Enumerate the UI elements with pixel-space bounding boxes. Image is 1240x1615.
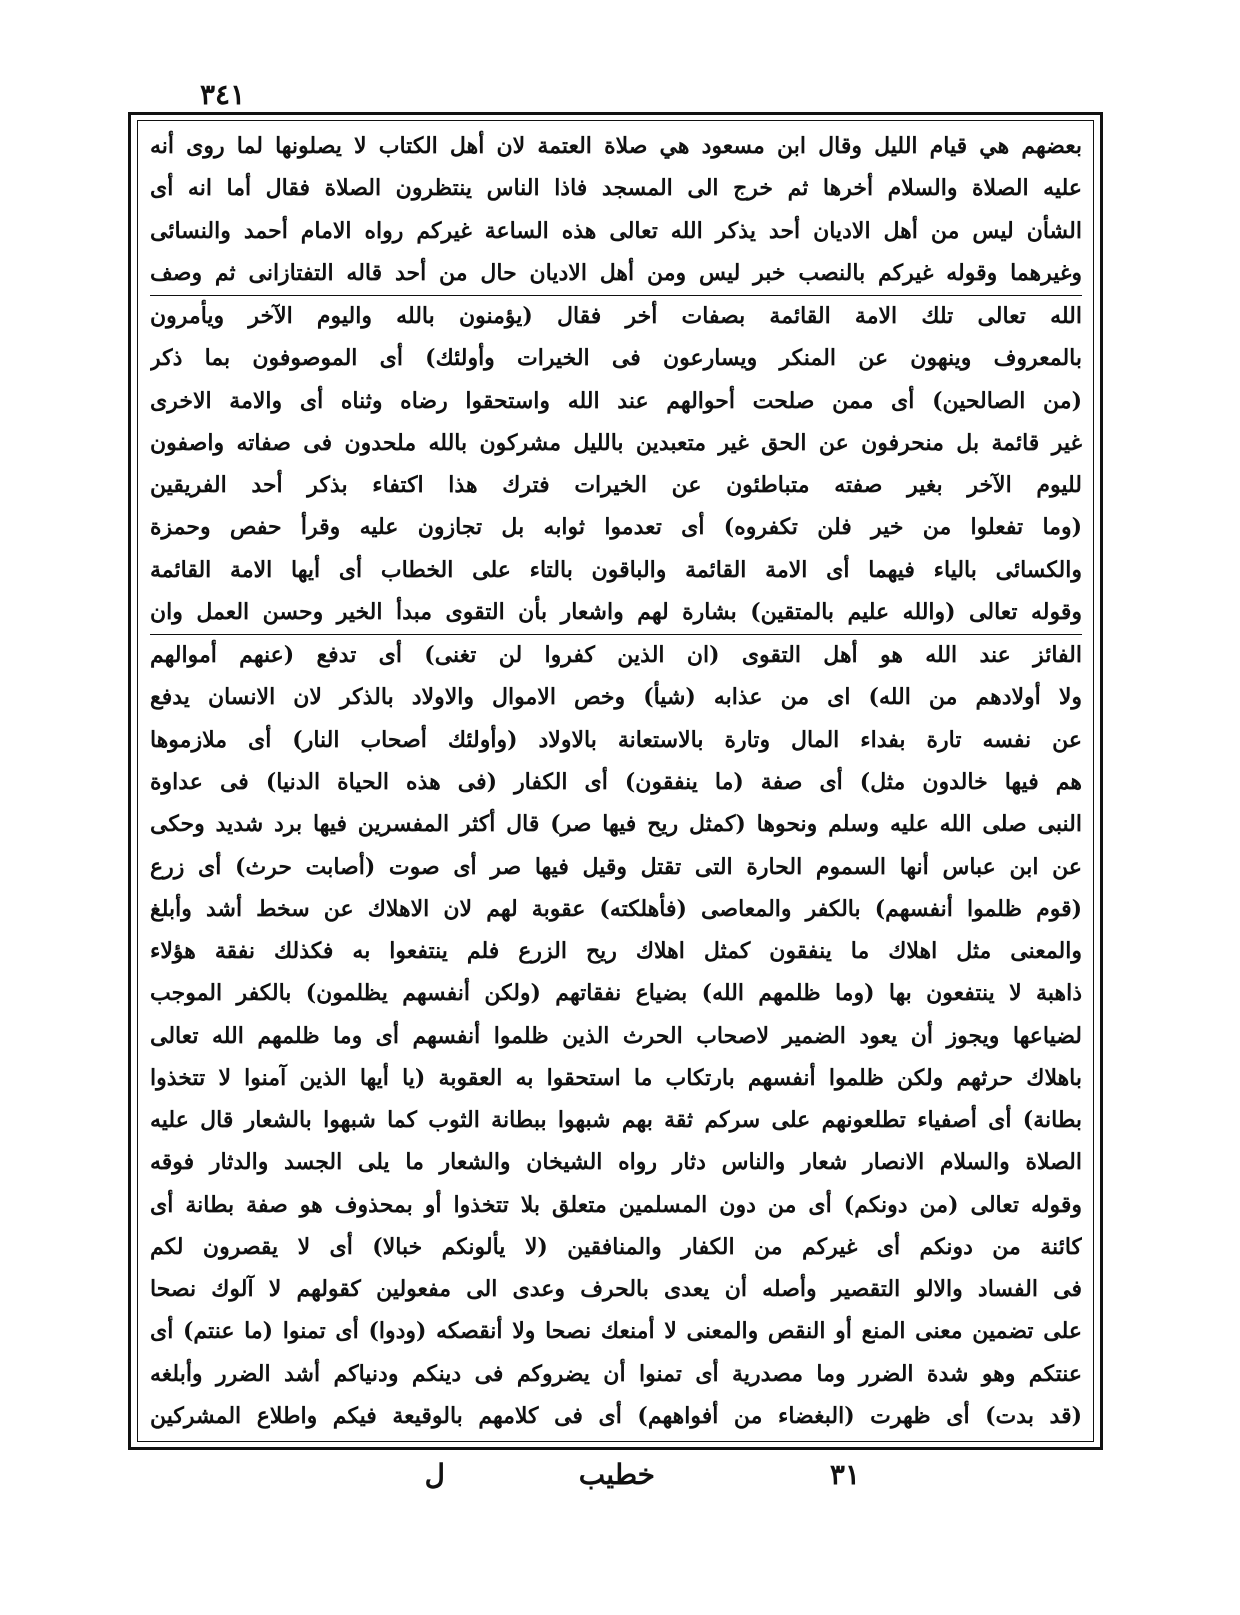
page-number: ٣٤١ (200, 78, 246, 111)
text-line: وقوله تعالى (والله عليم بالمتقين) بشارة لهم واشعار بأن التقوى مبدأ الخير وحسن العمل وان (150, 598, 1082, 625)
text-line: الصلاة والسلام الانصار شعار والناس دثار رواه الشيخان والشعار ما يلى الجسد والدثار فوقه (150, 1149, 1082, 1176)
signature-letter: ل (424, 1458, 445, 1491)
text-line: فى الفساد والالو التقصير وأصله أن يعدى بالحرف وعدى الى مفعولين كقولهم لا آلوك نصحا (150, 1276, 1082, 1303)
text-line: وغيرهما وقوله غيركم بالنصب خبر ليس ومن أهل الاديان حال من أحد قاله التفتازانى ثم وصف (150, 259, 1082, 286)
text-line: عنتكم وهو شدة الضرر وما مصدرية أى تمنوا أن يضروكم فى دينكم ودنياكم أشد الضرر وأبلغه (150, 1360, 1082, 1387)
text-line: ولا أولادهم من الله) اى من عذابه (شيأ) وخص الاموال والاولاد بالذكر لان الانسان يدفع (150, 684, 1082, 711)
signature-name: خطيب (578, 1458, 655, 1491)
text-line: (قد بدت) أى ظهرت (البغضاء من أفواههم) أى فى كلامهم بالوقيعة فيكم واطلاع المشركين (150, 1402, 1082, 1429)
text-line: (وما تفعلوا من خير فلن تكفروه) أى تعدموا ثوابه بل تجازون عليه وقرأ حفص وحمزة (150, 514, 1082, 541)
text-line: والكسائى بالياء فيهما أى الامة القائمة والباقون بالتاء على الخطاب أى أيها الامة القائمة (150, 556, 1082, 583)
text-line: لضياعها ويجوز أن يعود الضمير لاصحاب الحرث الذين ظلموا أنفسهم أى وما ظلمهم الله تعالى (150, 1022, 1082, 1049)
text-line: غير قائمة بل منحرفون عن الحق غير متعبدين بالليل مشركون بالله ملحدون فى صفاته واصفون (150, 429, 1082, 456)
text-line: بالمعروف وينهون عن المنكر ويسارعون فى الخيرات وأولئك) أى الموصوفون بما ذكر (150, 345, 1082, 372)
text-line: (قوم ظلموا أنفسهم) بالكفر والمعاصى (فأهلكته) عقوبة لهم لان الاهلاك عن سخط أشد وأبلغ (150, 895, 1082, 922)
text-line: عليه الصلاة والسلام أخرها ثم خرج الى المسجد فاذا الناس ينتظرون الصلاة فقال أما انه أى (150, 175, 1082, 202)
text-line: على تضمين معنى المنع أو النقص والمعنى لا أمنعك نصحا ولا أنقصكه (ودوا) أى تمنوا (ما عنتم) أى (150, 1318, 1082, 1345)
text-line: لليوم الآخر بغير صفته متباطئون عن الخيرات فترك هذا اكتفاء بذكر أحد الفريقين (150, 472, 1082, 499)
text-line: الفائز عند الله هو أهل التقوى (ان الذين كفروا لن تغنى) أى تدفع (عنهم أموالهم (150, 634, 1082, 675)
signature-number: ٣١ (829, 1458, 860, 1491)
text-line: النبى صلى الله عليه وسلم ونحوها (كمثل ريح فيها صر) قال أكثر المفسرين فيها برد شديد وحكى (150, 811, 1082, 838)
text-line: (من الصالحين) أى ممن صلحت أحوالهم عند الله واستحقوا رضاه وثناه أى والامة الاخرى (150, 387, 1082, 414)
text-line: هم فيها خالدون مثل) أى صفة (ما ينفقون) أى الكفار (فى هذه الحياة الدنيا) فى عداوة (150, 768, 1082, 795)
text-line: الله تعالى تلك الامة القائمة بصفات أخر فقال (يؤمنون بالله واليوم الآخر ويأمرون (150, 295, 1082, 336)
text-line: عن ابن عباس أنها السموم الحارة التى تقتل وقيل فيها صر أى صوت (أصابت حرث) أى زرع (150, 853, 1082, 880)
text-line: بطانة) أى أصفياء تطلعونهم على سركم ثقة بهم شبهوا ببطانة الثوب كما شبهوا بالشعار قال عليه (150, 1107, 1082, 1134)
text-line: عن نفسه تارة بفداء المال وتارة بالاستعانة بالاولاد (وأولئك أصحاب النار) أى ملازموها (150, 726, 1082, 753)
text-line: ذاهبة لا ينتفعون بها (وما ظلمهم الله) بضياع نفقاتهم (ولكن أنفسهم يظلمون) بالكفر الموجب (150, 980, 1082, 1007)
text-line: الشأن ليس من أهل الاديان أحد يذكر الله تعالى هذه الساعة غيركم رواه الامام أحمد والنسائى (150, 217, 1082, 244)
text-line: والمعنى مثل اهلاك ما ينفقون كمثل اهلاك ريح الزرع فلم ينتفعوا به فكذلك نفقة هؤلاء (150, 938, 1082, 965)
text-line: كائنة من دونكم أى غيركم من الكفار والمنافقين (لا يألونكم خبالا) أى لا يقصرون لكم (150, 1233, 1082, 1260)
page-footer (380, 1458, 860, 1498)
page-body (150, 126, 1082, 1436)
text-line: وقوله تعالى (من دونكم) أى من دون المسلمين متعلق بلا تتخذوا أو بمحذوف هو صفة بطانة أى (150, 1191, 1082, 1218)
text-line: باهلاك حرثهم ولكن ظلموا أنفسهم بارتكاب ما استحقوا به العقوبة (يا أيها الذين آمنوا لا تتخذوا (150, 1064, 1082, 1091)
text-line: بعضهم هي قيام الليل وقال ابن مسعود هي صلاة العتمة لان أهل الكتاب لا يصلونها لما روى أنه (150, 133, 1082, 159)
